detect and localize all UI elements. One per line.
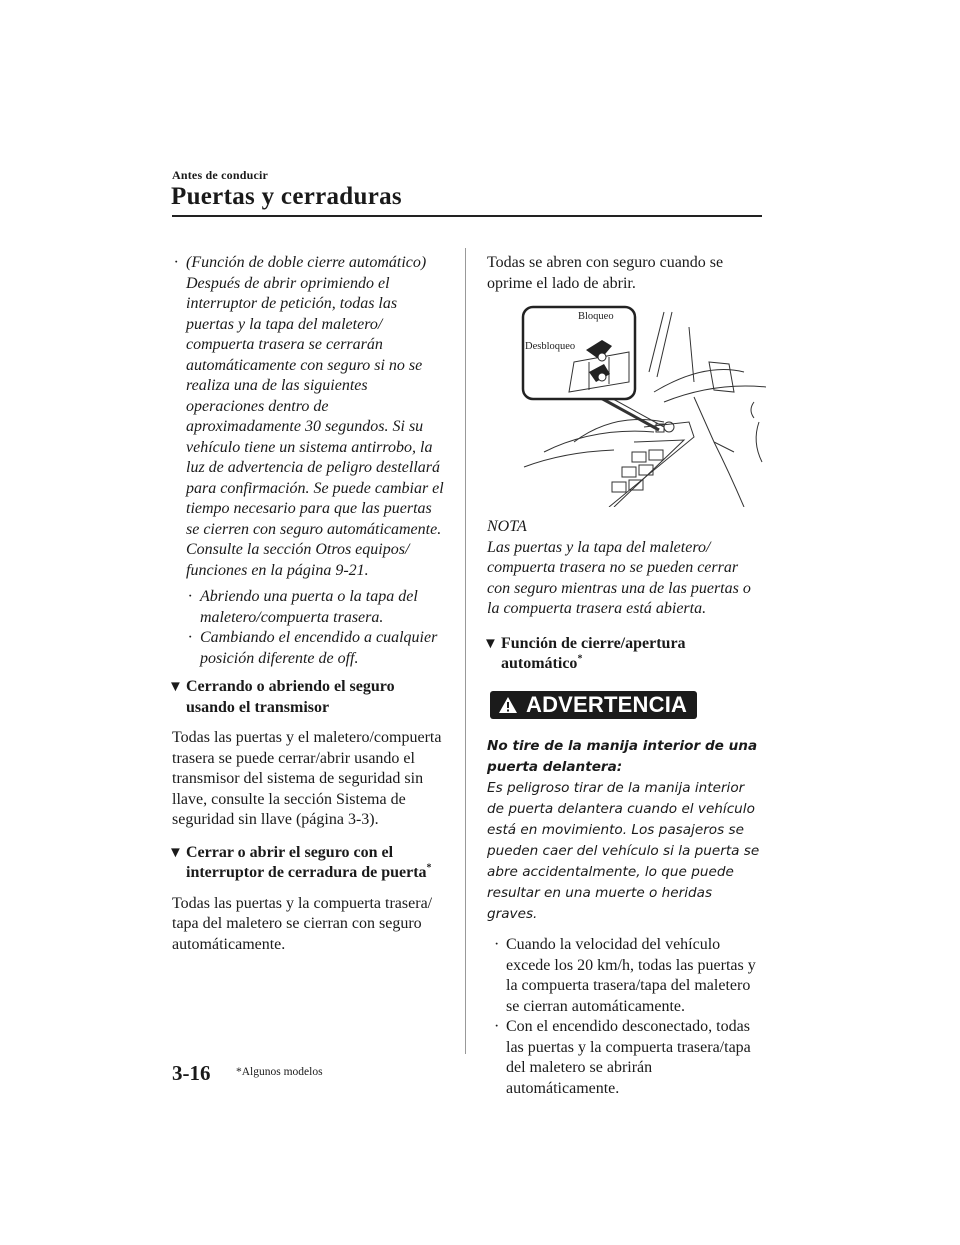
warning-text	[487, 736, 762, 925]
triangle-down-icon: ▼	[483, 635, 498, 652]
door-lock-switch-illustration	[514, 302, 766, 507]
double-lock-body: Después de abrir oprimiendo el interruptor de petición, todas las puertas y la tapa del maletero/ compuerta trasera se cerrarán automáticamente con seguro si no se realiza una de las siguientes operaciones dentro de aproximadamente 30 segundos. Si su vehículo tiene un sistema antirrobo, la luz de advertencia de peligro destellará para confirmación. Se puede cambiar el tiempo necesario para que las puertas se cierren con seguro automáticamente. Consulte la sección Otros equipos/ funciones en la página 9-21.	[186, 274, 444, 579]
list-item-text: Cambiando el encendido a cualquier posición diferente de off.	[200, 629, 438, 667]
transmitter-heading	[168, 677, 447, 718]
bullet-dot-icon: ·	[494, 936, 500, 954]
section-label: Antes de conducir	[172, 168, 269, 182]
heading-text: Función de cierre/apertura automático	[501, 634, 686, 672]
lock-label: Bloqueo	[578, 311, 614, 322]
note-body: Las puertas y la tapa del maletero/ compuerta trasera no se pueden cerrar con seguro mientras una de las puertas o la compuerta trasera está abierta.	[487, 538, 751, 617]
auto-lock-list	[487, 935, 762, 1099]
page-number: 3-16	[172, 1061, 211, 1085]
door-switch-heading	[168, 843, 447, 884]
warning-label: ADVERTENCIA	[526, 691, 688, 717]
triangle-down-icon: ▼	[168, 679, 183, 695]
triangle-down-icon: ▼	[168, 844, 183, 861]
bullet-dot-icon: ·	[494, 1018, 500, 1036]
page-title: Puertas y cerraduras	[171, 183, 402, 210]
door-lock-switch-drawing	[514, 302, 766, 507]
bullet-dot-icon: ·	[174, 254, 178, 271]
list-item	[186, 587, 447, 628]
footnote: *Algunos modelos	[236, 1066, 323, 1078]
auto-lock-heading	[483, 634, 762, 675]
warning-triangle-icon	[498, 696, 518, 714]
double-lock-bullet	[172, 253, 447, 581]
title-rule	[172, 215, 762, 217]
left-column	[168, 253, 447, 955]
bullet-dot-icon: ·	[188, 629, 192, 646]
right-column	[483, 253, 762, 1099]
heading-text: Cerrar o abrir el seguro con el interruptor de cerradura de puerta	[186, 843, 427, 881]
double-lock-heading: (Función de doble cierre automático)	[186, 254, 427, 271]
door-switch-paragraph: Todas las puertas y la compuerta trasera/ tapa del maletero se cierran con seguro automáticamente.	[172, 894, 433, 953]
note-title: NOTA	[487, 518, 527, 535]
heading-text: Cerrando o abriendo el seguro usando el transmisor	[186, 678, 395, 716]
bullet-dot-icon: ·	[188, 588, 192, 605]
footnote-mark: *	[426, 862, 432, 874]
warning-bold: No tire de la manija interior de una puerta delantera:	[487, 738, 758, 776]
warning-body: Es peligroso tirar de la manija interior de puerta delantera cuando el vehículo está en movimiento. Los pasajeros se pueden caer del vehículo si la puerta se abre accidentalmente, lo que puede resultar en una muerte o heridas graves.	[487, 780, 760, 923]
list-item-text: Con el encendido desconectado, todas las puertas y la compuerta trasera/tapa del maletero se abrirán automáticamente.	[506, 1018, 751, 1097]
list-item-text: Abriendo una puerta o la tapa del maletero/compuerta trasera.	[200, 588, 418, 626]
transmitter-paragraph: Todas las puertas y el maletero/compuerta trasera se puede cerrar/abrir usando el transmisor del sistema de seguridad sin llave, consulte la sección Sistema de seguridad sin llave (página 3-3).	[172, 729, 442, 828]
column-divider	[465, 248, 466, 1054]
list-item	[492, 1017, 762, 1099]
double-lock-conditions	[186, 587, 447, 669]
footnote-mark: *	[577, 653, 583, 665]
unlock-paragraph: Todas se abren con seguro cuando se oprime el lado de abrir.	[487, 254, 724, 292]
unlock-label: Desbloqueo	[525, 341, 576, 352]
list-item	[492, 935, 762, 1017]
list-item-text: Cuando la velocidad del vehículo excede los 20 km/h, todas las puertas y la compuerta trasera/tapa del maletero se cierran automáticamente.	[506, 936, 756, 1015]
list-item	[186, 628, 447, 669]
warning-badge	[490, 691, 697, 720]
